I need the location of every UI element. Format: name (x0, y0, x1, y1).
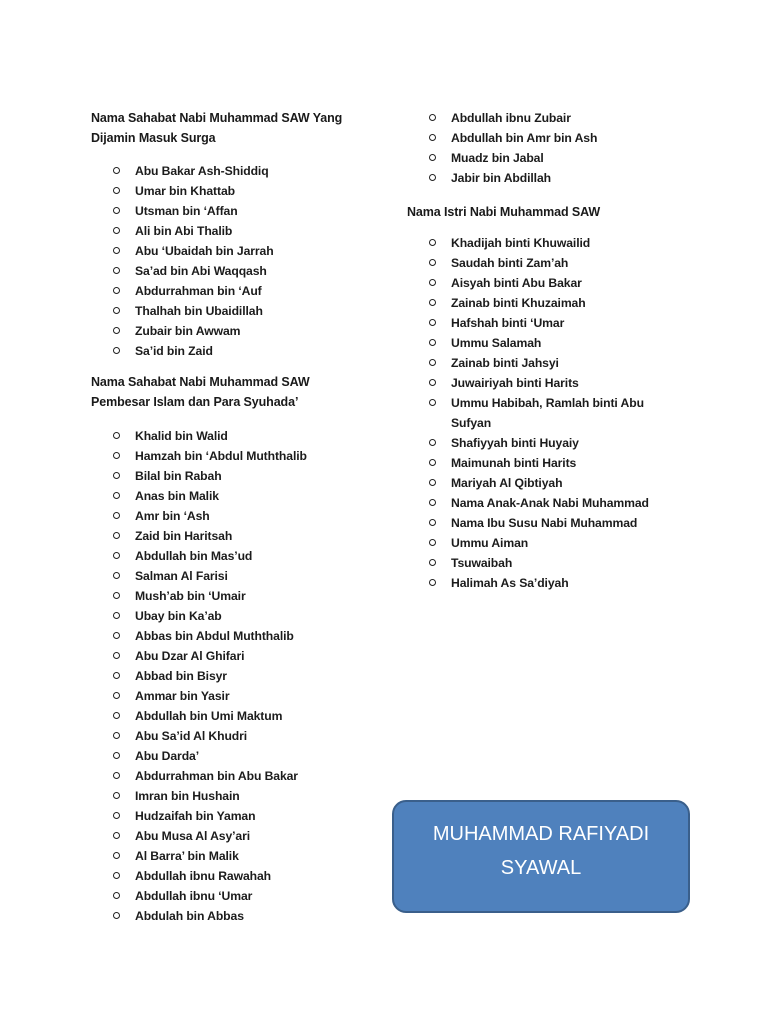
list-item (407, 433, 677, 453)
hollow-circle-bullet-icon (427, 293, 437, 313)
section-heading-sahabat-surga (91, 108, 391, 148)
hollow-circle-bullet-icon (111, 261, 121, 281)
hollow-circle-bullet-icon (111, 646, 121, 666)
list-item-text: Mush’ab bin ‘Umair (135, 589, 246, 603)
list-item (91, 746, 391, 766)
hollow-circle-bullet-icon (111, 866, 121, 886)
list-item (91, 786, 391, 806)
list-item-text: Hudzaifah bin Yaman (135, 809, 256, 823)
list-item-text: Maimunah binti Harits (451, 456, 577, 470)
list-item (407, 493, 677, 513)
list-item (407, 333, 677, 353)
hollow-circle-bullet-icon (111, 201, 121, 221)
list-item (91, 506, 391, 526)
list-item-text: Utsman bin ‘Affan (135, 204, 238, 218)
hollow-circle-bullet-icon (427, 453, 437, 473)
list-item (91, 646, 391, 666)
list-item (407, 553, 677, 573)
hollow-circle-bullet-icon (427, 533, 437, 553)
list-item-text: Abu Bakar Ash-Shiddiq (135, 164, 269, 178)
hollow-circle-bullet-icon (111, 241, 121, 261)
hollow-circle-bullet-icon (111, 566, 121, 586)
list-item-text: Zaid bin Haritsah (135, 529, 233, 543)
heading-line: Pembesar Islam dan Para Syuhada’ (91, 395, 299, 409)
list-item-text: Nama Ibu Susu Nabi Muhammad (451, 516, 638, 530)
list-item (407, 108, 707, 128)
list-item (407, 353, 677, 373)
hollow-circle-bullet-icon (111, 786, 121, 806)
hollow-circle-bullet-icon (111, 486, 121, 506)
list-item (407, 148, 707, 168)
list-item-text: Tsuwaibah (451, 556, 513, 570)
list-item (91, 766, 391, 786)
list-item-text: Bilal bin Rabah (135, 469, 222, 483)
list-item-text: Al Barra’ bin Malik (135, 849, 239, 863)
list-item-text: Muadz bin Jabal (451, 151, 544, 165)
list-item (91, 181, 391, 201)
hollow-circle-bullet-icon (427, 313, 437, 333)
list-item (91, 566, 391, 586)
list-item-text: Abdurrahman bin Abu Bakar (135, 769, 298, 783)
list-item (91, 666, 391, 686)
list-item (407, 293, 677, 313)
list-item (91, 546, 391, 566)
list-item (407, 273, 677, 293)
list-item-text: Abdullah ibnu Zubair (451, 111, 571, 125)
list-item-text: Amr bin ‘Ash (135, 509, 210, 523)
heading-line: Nama Sahabat Nabi Muhammad SAW (91, 375, 310, 389)
list-item-text: Thalhah bin Ubaidillah (135, 304, 263, 318)
hollow-circle-bullet-icon (111, 886, 121, 906)
list-item (407, 393, 677, 433)
list-item-text: Abbas bin Abdul Muththalib (135, 629, 294, 643)
list-item-text: Abdullah bin Amr bin Ash (451, 131, 598, 145)
list-item (91, 706, 391, 726)
list-item (91, 906, 391, 926)
list-item (91, 341, 391, 361)
hollow-circle-bullet-icon (427, 513, 437, 533)
list-item (91, 686, 391, 706)
list-item-text: Halimah As Sa’diyah (451, 576, 569, 590)
list-item (407, 233, 677, 253)
list-item (91, 221, 391, 241)
author-name-line2: SYAWAL (500, 856, 582, 879)
hollow-circle-bullet-icon (111, 506, 121, 526)
list-item-text: Khalid bin Walid (135, 429, 228, 443)
list-item (407, 128, 707, 148)
list-item (91, 526, 391, 546)
author-name-box (392, 800, 690, 913)
section-heading-sahabat-pembesar (91, 372, 391, 412)
list-item (91, 726, 391, 746)
list-item-text: Abbad bin Bisyr (135, 669, 227, 683)
hollow-circle-bullet-icon (427, 433, 437, 453)
hollow-circle-bullet-icon (427, 373, 437, 393)
list-item-text: Sa’ad bin Abi Waqqash (135, 264, 267, 278)
list-item-text: Salman Al Farisi (135, 569, 228, 583)
list-item (91, 826, 391, 846)
hollow-circle-bullet-icon (111, 446, 121, 466)
hollow-circle-bullet-icon (111, 806, 121, 826)
list-item (407, 573, 677, 593)
list-item-text: Abu Darda’ (135, 749, 200, 763)
list-item (407, 513, 677, 533)
list-item (91, 281, 391, 301)
list-item-text: Abu ‘Ubaidah bin Jarrah (135, 244, 274, 258)
hollow-circle-bullet-icon (111, 826, 121, 846)
hollow-circle-bullet-icon (111, 766, 121, 786)
list-item-text: Hamzah bin ‘Abdul Muththalib (135, 449, 307, 463)
list-item-text: Khadijah binti Khuwailid (451, 236, 591, 250)
author-name-line1: MUHAMMAD RAFIYADI (432, 822, 650, 845)
list-item (91, 626, 391, 646)
list-item-text: Jabir bin Abdillah (451, 171, 551, 185)
list-item (407, 473, 677, 493)
list-item-text: Ummu Aiman (451, 536, 529, 550)
list-item-text: Abu Sa’id Al Khudri (135, 729, 248, 743)
hollow-circle-bullet-icon (111, 846, 121, 866)
hollow-circle-bullet-icon (111, 606, 121, 626)
hollow-circle-bullet-icon (111, 626, 121, 646)
hollow-circle-bullet-icon (427, 148, 437, 168)
hollow-circle-bullet-icon (427, 473, 437, 493)
list-item (407, 253, 677, 273)
list-item (91, 241, 391, 261)
hollow-circle-bullet-icon (427, 108, 437, 128)
list-item-text: Abu Musa Al Asy’ari (135, 829, 251, 843)
list-item-text: Zainab binti Khuzaimah (451, 296, 586, 310)
list-item-text: Abdullah bin Mas’ud (135, 549, 253, 563)
list-item (91, 486, 391, 506)
list-item (91, 426, 391, 446)
hollow-circle-bullet-icon (111, 426, 121, 446)
list-item (91, 201, 391, 221)
list-item (91, 866, 391, 886)
hollow-circle-bullet-icon (427, 168, 437, 188)
hollow-circle-bullet-icon (427, 273, 437, 293)
list-item-text: Abdurrahman bin ‘Auf (135, 284, 262, 298)
list-sahabat-pembesar (91, 426, 391, 926)
hollow-circle-bullet-icon (111, 321, 121, 341)
list-item-text: Abdullah bin Umi Maktum (135, 709, 283, 723)
hollow-circle-bullet-icon (427, 333, 437, 353)
list-item-text: Ummu Habibah, Ramlah binti Abu Sufyan (451, 396, 644, 430)
list-item (91, 846, 391, 866)
list-item (407, 453, 677, 473)
hollow-circle-bullet-icon (111, 746, 121, 766)
list-item-text: Hafshah binti ‘Umar (451, 316, 565, 330)
hollow-circle-bullet-icon (111, 341, 121, 361)
hollow-circle-bullet-icon (111, 906, 121, 926)
hollow-circle-bullet-icon (111, 526, 121, 546)
hollow-circle-bullet-icon (427, 493, 437, 513)
list-istri-nabi (407, 233, 677, 593)
list-item (91, 886, 391, 906)
hollow-circle-bullet-icon (427, 353, 437, 373)
hollow-circle-bullet-icon (427, 233, 437, 253)
list-item-text: Abu Dzar Al Ghifari (135, 649, 245, 663)
hollow-circle-bullet-icon (111, 181, 121, 201)
list-item-text: Juwairiyah binti Harits (451, 376, 579, 390)
hollow-circle-bullet-icon (111, 161, 121, 181)
list-sahabat-surga (91, 161, 391, 361)
list-item-text: Imran bin Hushain (135, 789, 240, 803)
list-item-text: Ammar bin Yasir (135, 689, 230, 703)
list-item (91, 586, 391, 606)
heading-line: Nama Sahabat Nabi Muhammad SAW Yang (91, 111, 343, 125)
list-item-text: Sa’id bin Zaid (135, 344, 213, 358)
list-item-text: Zainab binti Jahsyi (451, 356, 559, 370)
list-item-text: Aisyah binti Abu Bakar (451, 276, 582, 290)
hollow-circle-bullet-icon (427, 128, 437, 148)
list-item (407, 168, 707, 188)
list-item (91, 321, 391, 341)
list-item-text: Zubair bin Awwam (135, 324, 241, 338)
hollow-circle-bullet-icon (427, 553, 437, 573)
list-item (407, 313, 677, 333)
hollow-circle-bullet-icon (427, 253, 437, 273)
list-item (91, 161, 391, 181)
list-item-text: Abdulah bin Abbas (135, 909, 244, 923)
list-item-text: Ubay bin Ka’ab (135, 609, 222, 623)
list-item-text: Abdullah ibnu ‘Umar (135, 889, 253, 903)
list-item (91, 606, 391, 626)
list-item-text: Abdullah ibnu Rawahah (135, 869, 272, 883)
hollow-circle-bullet-icon (111, 706, 121, 726)
hollow-circle-bullet-icon (111, 281, 121, 301)
hollow-circle-bullet-icon (111, 726, 121, 746)
hollow-circle-bullet-icon (111, 466, 121, 486)
list-item (91, 446, 391, 466)
heading-line: Dijamin Masuk Surga (91, 131, 216, 145)
hollow-circle-bullet-icon (111, 221, 121, 241)
list-item (91, 806, 391, 826)
list-item-text: Saudah binti Zam’ah (451, 256, 569, 270)
list-item (91, 466, 391, 486)
list-item-text: Umar bin Khattab (135, 184, 235, 198)
list-sahabat-pembesar-continued (407, 108, 707, 188)
list-item-text: Ummu Salamah (451, 336, 542, 350)
list-item-text: Ali bin Abi Thalib (135, 224, 233, 238)
list-item (91, 261, 391, 281)
section-heading-istri-nabi: Nama Istri Nabi Muhammad SAW (407, 205, 601, 219)
list-item (407, 533, 677, 553)
list-item-text: Mariyah Al Qibtiyah (451, 476, 563, 490)
hollow-circle-bullet-icon (111, 686, 121, 706)
list-item-text: Shafiyyah binti Huyaiy (451, 436, 579, 450)
hollow-circle-bullet-icon (111, 546, 121, 566)
list-item-text: Anas bin Malik (135, 489, 219, 503)
list-item-text: Nama Anak-Anak Nabi Muhammad (451, 496, 649, 510)
hollow-circle-bullet-icon (111, 666, 121, 686)
hollow-circle-bullet-icon (111, 586, 121, 606)
hollow-circle-bullet-icon (111, 301, 121, 321)
list-item (407, 373, 677, 393)
hollow-circle-bullet-icon (427, 573, 437, 593)
list-item (91, 301, 391, 321)
hollow-circle-bullet-icon (427, 393, 437, 413)
